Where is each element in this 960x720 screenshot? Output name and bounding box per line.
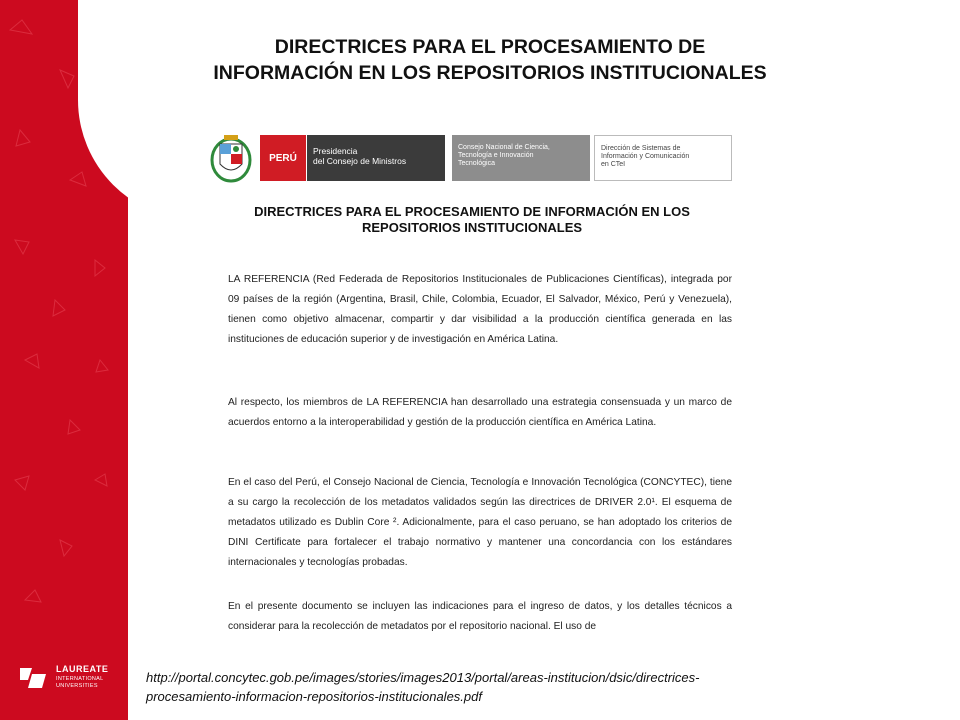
document-heading-line-2: REPOSITORIOS INSTITUCIONALES [361,220,583,235]
document-heading-line-1: DIRECTRICES PARA EL PROCESAMIENTO DE INFORMACIÓN EN LOS [254,204,690,219]
pcm-line-2: del Consejo de Ministros [313,156,407,166]
slide-title-line-1: DIRECTRICES PARA EL PROCESAMIENTO DE [274,36,706,58]
dsic-line-2: Información y Comunicación [601,153,690,160]
dsic-line-1: Dirección de Sistemas de [601,145,681,152]
peru-block: PERÚ [260,135,306,181]
source-link-line-2[interactable]: procesamiento-informacion-repositorios-institucionales.pdf [146,689,482,704]
brand-name: LAUREATE [56,664,109,674]
laureate-logo [18,662,118,702]
government-banner [208,126,716,186]
dsic-line-3: en CTeI [601,161,626,168]
paragraph: Al respecto, los miembros de LA REFERENCIA han desarrollado una estrategia consensuada y un marco de acuerdos entorno a la interoperabilidad y gestión de la producción científica en América Latina. [228,397,732,428]
pcm-block [307,135,445,181]
pcm-line-1: Presidencia [313,146,358,156]
concytec-line-3: Tecnológica [458,160,495,167]
dsic-block [594,135,732,181]
brand-sub-line-2: UNIVERSITIES [56,683,98,689]
concytec-line-1: Consejo Nacional de Ciencia, [458,144,550,151]
laureate-mark-icon [18,664,48,692]
slide-title-line-2: INFORMACIÓN EN LOS REPOSITORIOS INSTITUCIONALES [213,62,767,84]
coat-of-arms-icon [208,130,254,184]
document-heading [192,204,752,236]
concytec-block [452,135,590,181]
paragraph: LA REFERENCIA (Red Federada de Repositorios Institucionales de Publicaciones Científicas), integrada por 09 países de la región (Argentina, Brasil, Chile, Colombia, Ecuador, El Salvador, México, Perú y Venezuela), tienen como objetivo almacenar, compartir y dar visibilidad a la producción científica generada en las instituciones de educación superior y de investigación en América Latina. [228,274,732,345]
source-link[interactable] [146,668,846,706]
paragraph: En el caso del Perú, el Consejo Nacional de Ciencia, Tecnología e Innovación Tecnológica (CONCYTEC), tiene a su cargo la recolección de los metadatos validados según las directrices de DRIVER 2.0¹. El esquema de metadatos utilizado es Dublin Core ². Adicionalmente, para el caso peruano, se han adoptado los criterios de DINI Certificate para fortalecer el trabajo normativo y mantener una concordancia con los estándares internacionales y tecnologías probadas. [228,477,732,568]
brand-subtitle [56,676,104,690]
document-excerpt [192,120,752,650]
slide-title [130,34,850,86]
source-link-line-1[interactable]: http://portal.concytec.gob.pe/images/stories/images2013/portal/areas-institucion/dsic/directrices- [146,670,700,685]
brand-sub-line-1: INTERNATIONAL [56,676,104,682]
paragraph: En el presente documento se incluyen las indicaciones para el ingreso de datos, y los detalles técnicos a considerar para la recolección de metadatos por el repositorio nacional. El uso de [228,601,732,632]
concytec-line-2: Tecnología e Innovación [458,152,534,159]
